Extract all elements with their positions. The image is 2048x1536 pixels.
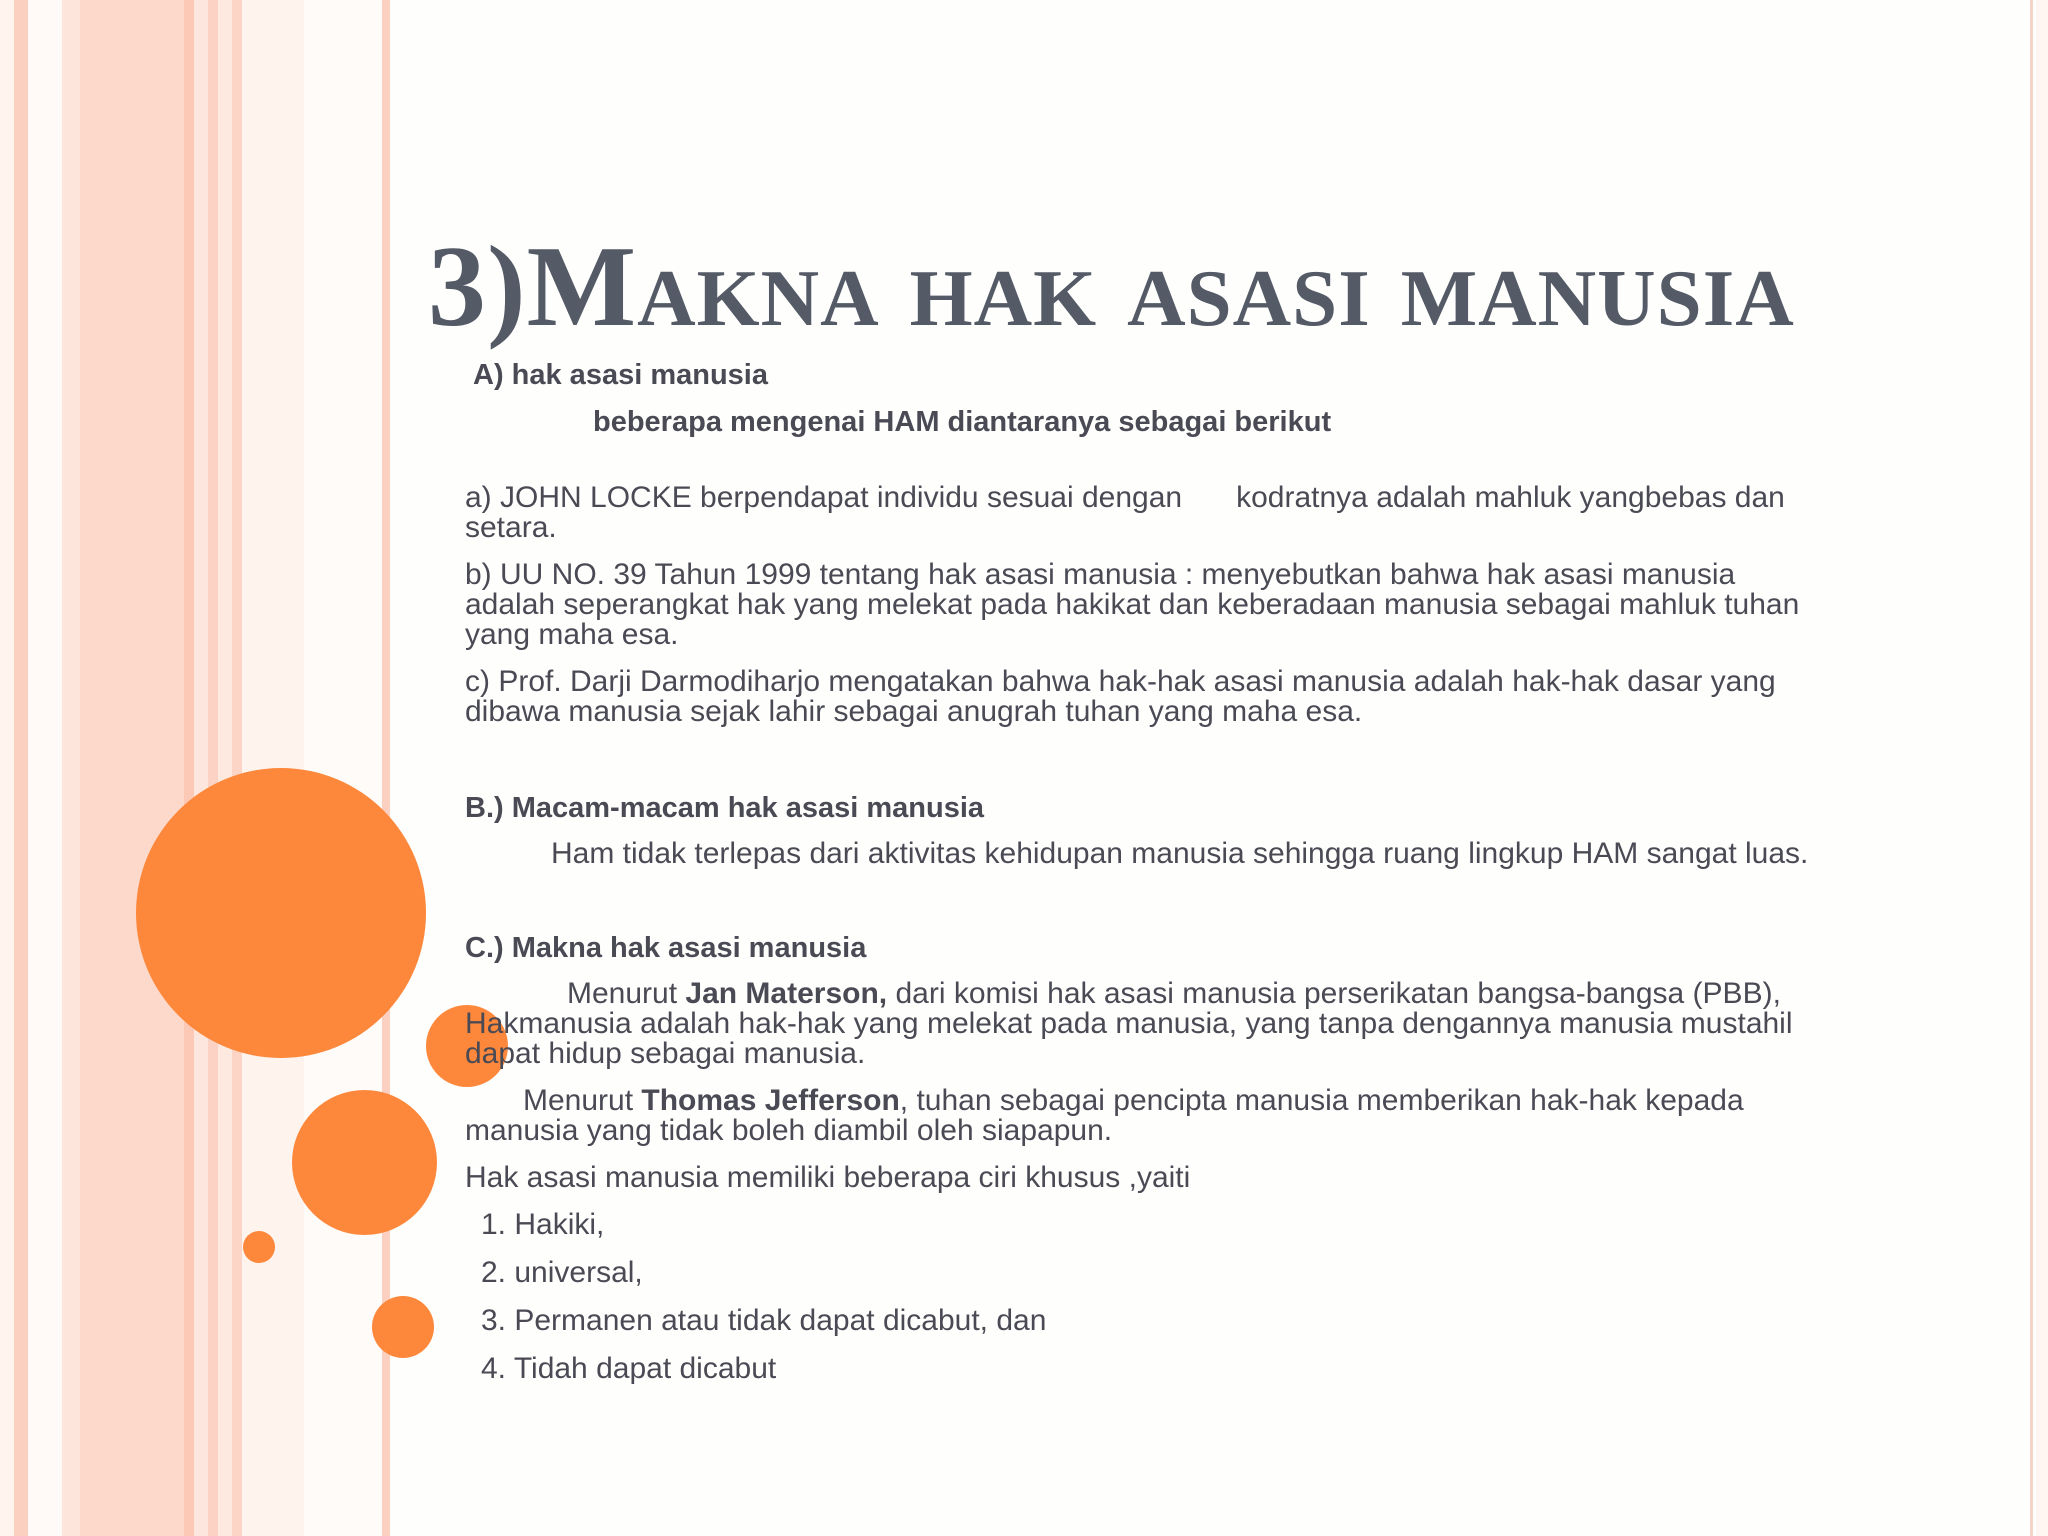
decor-stripe (0, 0, 14, 1536)
section-c-paragraph (465, 1086, 1810, 1146)
person-name: Thomas Jefferson (641, 1084, 900, 1117)
list-item: 3. Permanen atau tidak dapat dicabut, dan (481, 1304, 1047, 1337)
section-a-intro: beberapa mengenai HAM diantaranya sebagai berikut (593, 406, 1332, 438)
list-item: 4. Tidah dapat dicabut (481, 1352, 777, 1385)
section-c-paragraph (465, 979, 1810, 1069)
list-item: 1. Hakiki, (481, 1208, 605, 1241)
decor-stripe (80, 0, 184, 1536)
decor-stripe (184, 0, 194, 1536)
decor-stripe (194, 0, 208, 1536)
slide-body (465, 360, 1810, 1402)
decor-right-edge (2036, 0, 2048, 1536)
decor-circle-large (136, 768, 426, 1058)
section-c-heading: C.) Makna hak asasi manusia (465, 932, 867, 964)
decor-stripe (218, 0, 232, 1536)
item-text: kodratnya adalah mahluk yangbebas dan setara. (465, 481, 1785, 544)
section-a-item: b) UU NO. 39 Tahun 1999 tentang hak asasi manusia : menyebutkan bahwa hak asasi manusia adalah seperangkat hak yang melekat pada hakikat dan keberadaan manusia sebagai mahluk tuhan yang maha esa. (465, 558, 1800, 651)
decor-stripe (304, 0, 386, 1536)
ciri-list (465, 1210, 1810, 1384)
paragraph-text: , tuhan sebagai pencipta manusia memberikan hak-hak kepada manusia yang tidak boleh diambil oleh siapapun. (465, 1084, 1744, 1147)
slide-title: 3)Makna hak asasi manusia (428, 223, 1795, 351)
paragraph-text: dari komisi hak asasi manusia perserikatan bangsa-bangsa (PBB), Hakmanusia adalah hak-hak yang melekat pada manusia, yang tanpa dengannya manusia mustahil dapat hidup sebagai manusia. (465, 977, 1793, 1070)
decor-stripe (14, 0, 28, 1536)
section-b-text: Ham tidak terlepas dari aktivitas kehidupan manusia sehingga ruang lingkup HAM sangat luas. (551, 837, 1809, 870)
section-a-heading: A) hak asasi manusia (473, 359, 768, 391)
decor-circle-tiny (243, 1231, 275, 1263)
list-item: 2. universal, (481, 1256, 643, 1289)
person-name: Jan Materson, (685, 977, 888, 1010)
decor-stripe (232, 0, 242, 1536)
decor-stripe (62, 0, 80, 1536)
decor-stripe (208, 0, 218, 1536)
section-b-heading: B.) Macam-macam hak asasi manusia (465, 792, 985, 824)
paragraph-prefix: Menurut (523, 1084, 642, 1117)
decor-circle-medium (292, 1090, 437, 1235)
paragraph-prefix: Menurut (567, 977, 686, 1010)
decor-right-edge (2030, 0, 2033, 1536)
section-a-item (465, 483, 1810, 543)
ciri-intro: Hak asasi manusia memiliki beberapa ciri khusus ,yaiti (465, 1161, 1191, 1194)
decor-circle-small (372, 1296, 434, 1358)
section-a-item: c) Prof. Darji Darmodiharjo mengatakan bahwa hak-hak asasi manusia adalah hak-hak dasar yang dibawa manusia sejak lahir sebagai anugrah tuhan yang maha esa. (465, 665, 1776, 728)
decor-stripe (28, 0, 62, 1536)
item-text: a) JOHN LOCKE berpendapat individu sesuai dengan (465, 481, 1183, 514)
